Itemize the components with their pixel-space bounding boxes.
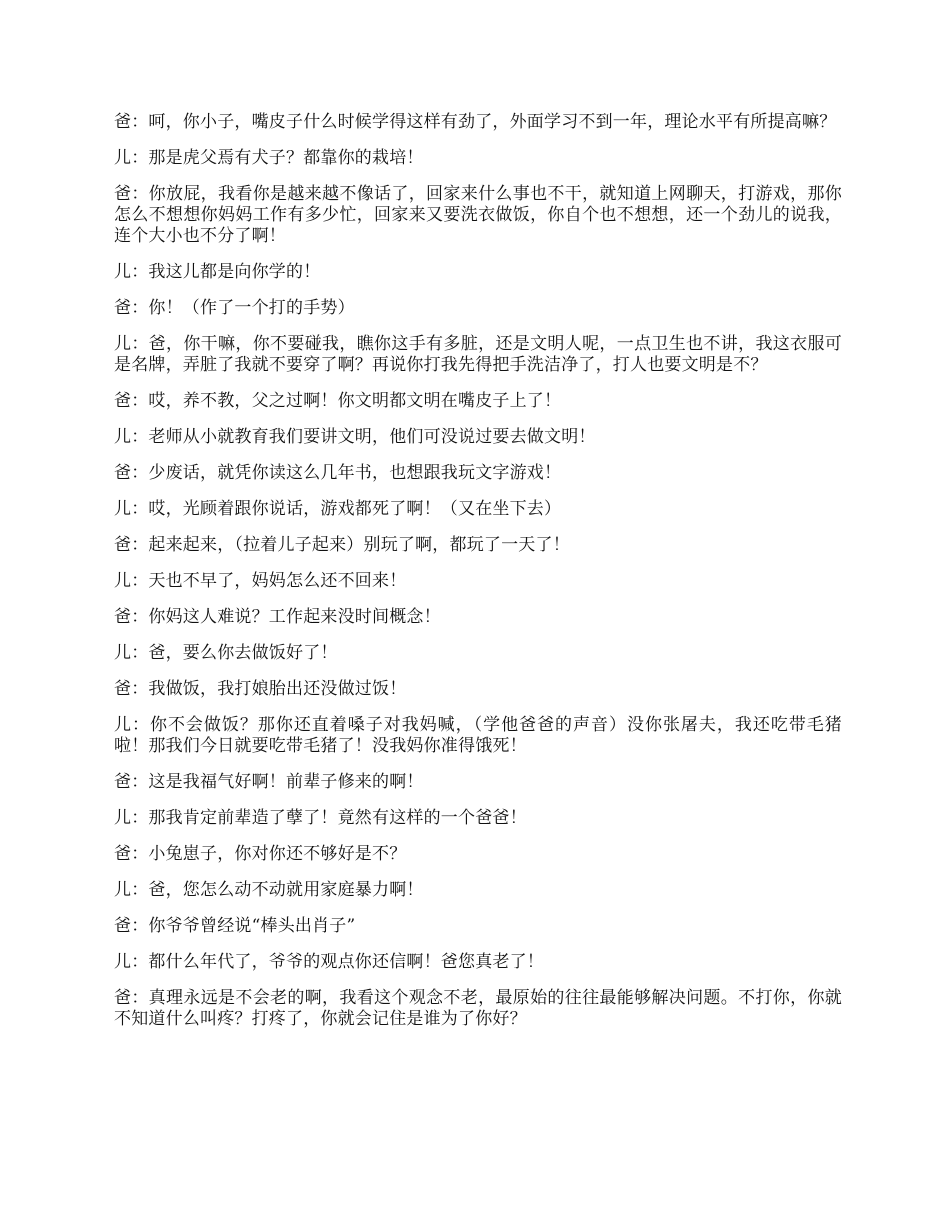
dialogue-line: 爸：你放屁，我看你是越来越不像话了，回家来什么事也不干，就知道上网聊天，打游戏，那你怎么不想想你妈妈工作有多少忙，回家来又要洗衣做饭，你自个也不想想，还一个劲儿的说我，连个大小也不分了啊！ [114,184,842,246]
dialogue-line: 爸：真理永远是不会老的啊，我看这个观念不老，最原始的往往最能够解决问题。不打你，你就不知道什么叫疼？打疼了，你就会记住是谁为了你好？ [114,988,842,1029]
dialogue-line: 儿：爸，您怎么动不动就用家庭暴力啊！ [114,880,424,900]
dialogue-line: 儿：爸，你干嘛，你不要碰我，瞧你这手有多脏，还是文明人呢，一点卫生也不讲，我这衣服可是名牌，弄脏了我就不要穿了啊？再说你打我先得把手洗洁净了，打人也要文明是不？ [114,334,842,375]
dialogue-line: 爸：这是我福气好啊！前辈子修来的啊！ [114,772,424,792]
document-page [114,112,842,1045]
dialogue-line: 爸：你！（作了一个打的手势） [114,298,355,318]
dialogue-line: 儿：天也不早了，妈妈怎么还不回来！ [114,571,407,591]
dialogue-line: 爸：呵，你小子，嘴皮子什么时候学得这样有劲了，外面学习不到一年，理论水平有所提高嘛？ [114,112,837,132]
dialogue-line: 爸：我做饭，我打娘胎出还没做过饭！ [114,679,407,699]
dialogue-line: 爸：起来起来，（拉着儿子起来）别玩了啊，都玩了一天了！ [114,535,570,555]
dialogue-line: 儿：那是虎父焉有犬子？都靠你的栽培！ [114,148,424,168]
dialogue-line: 爸：哎，养不教，父之过啊！你文明都文明在嘴皮子上了！ [114,391,562,411]
dialogue-line: 儿：那我肯定前辈造了孽了！竟然有这样的一个爸爸！ [114,808,527,828]
dialogue-line: 爸：你爷爷曾经说“棒头出肖子” [114,916,356,936]
dialogue-line: 儿：爸，要么你去做饭好了！ [114,643,338,663]
dialogue-line: 儿：都什么年代了，爷爷的观点你还信啊！爸您真老了！ [114,952,544,972]
dialogue-line: 爸：你妈这人难说？工作起来没时间概念！ [114,607,441,627]
dialogue-line: 儿：我这儿都是向你学的！ [114,262,321,282]
dialogue-line: 爸：少废话，就凭你读这么几年书，也想跟我玩文字游戏！ [114,463,562,483]
dialogue-line: 爸：小兔崽子，你对你还不够好是不？ [114,844,407,864]
dialogue-line: 儿：老师从小就教育我们要讲文明，他们可没说过要去做文明！ [114,427,596,447]
dialogue-line: 儿：你不会做饭？那你还直着嗓子对我妈喊，（学他爸爸的声音）没你张屠夫，我还吃带毛猪啦！那我们今日就要吃带毛猪了！没我妈你准得饿死！ [114,715,842,756]
dialogue-line: 儿：哎，光顾着跟你说话，游戏都死了啊！（又在坐下去） [114,499,562,519]
